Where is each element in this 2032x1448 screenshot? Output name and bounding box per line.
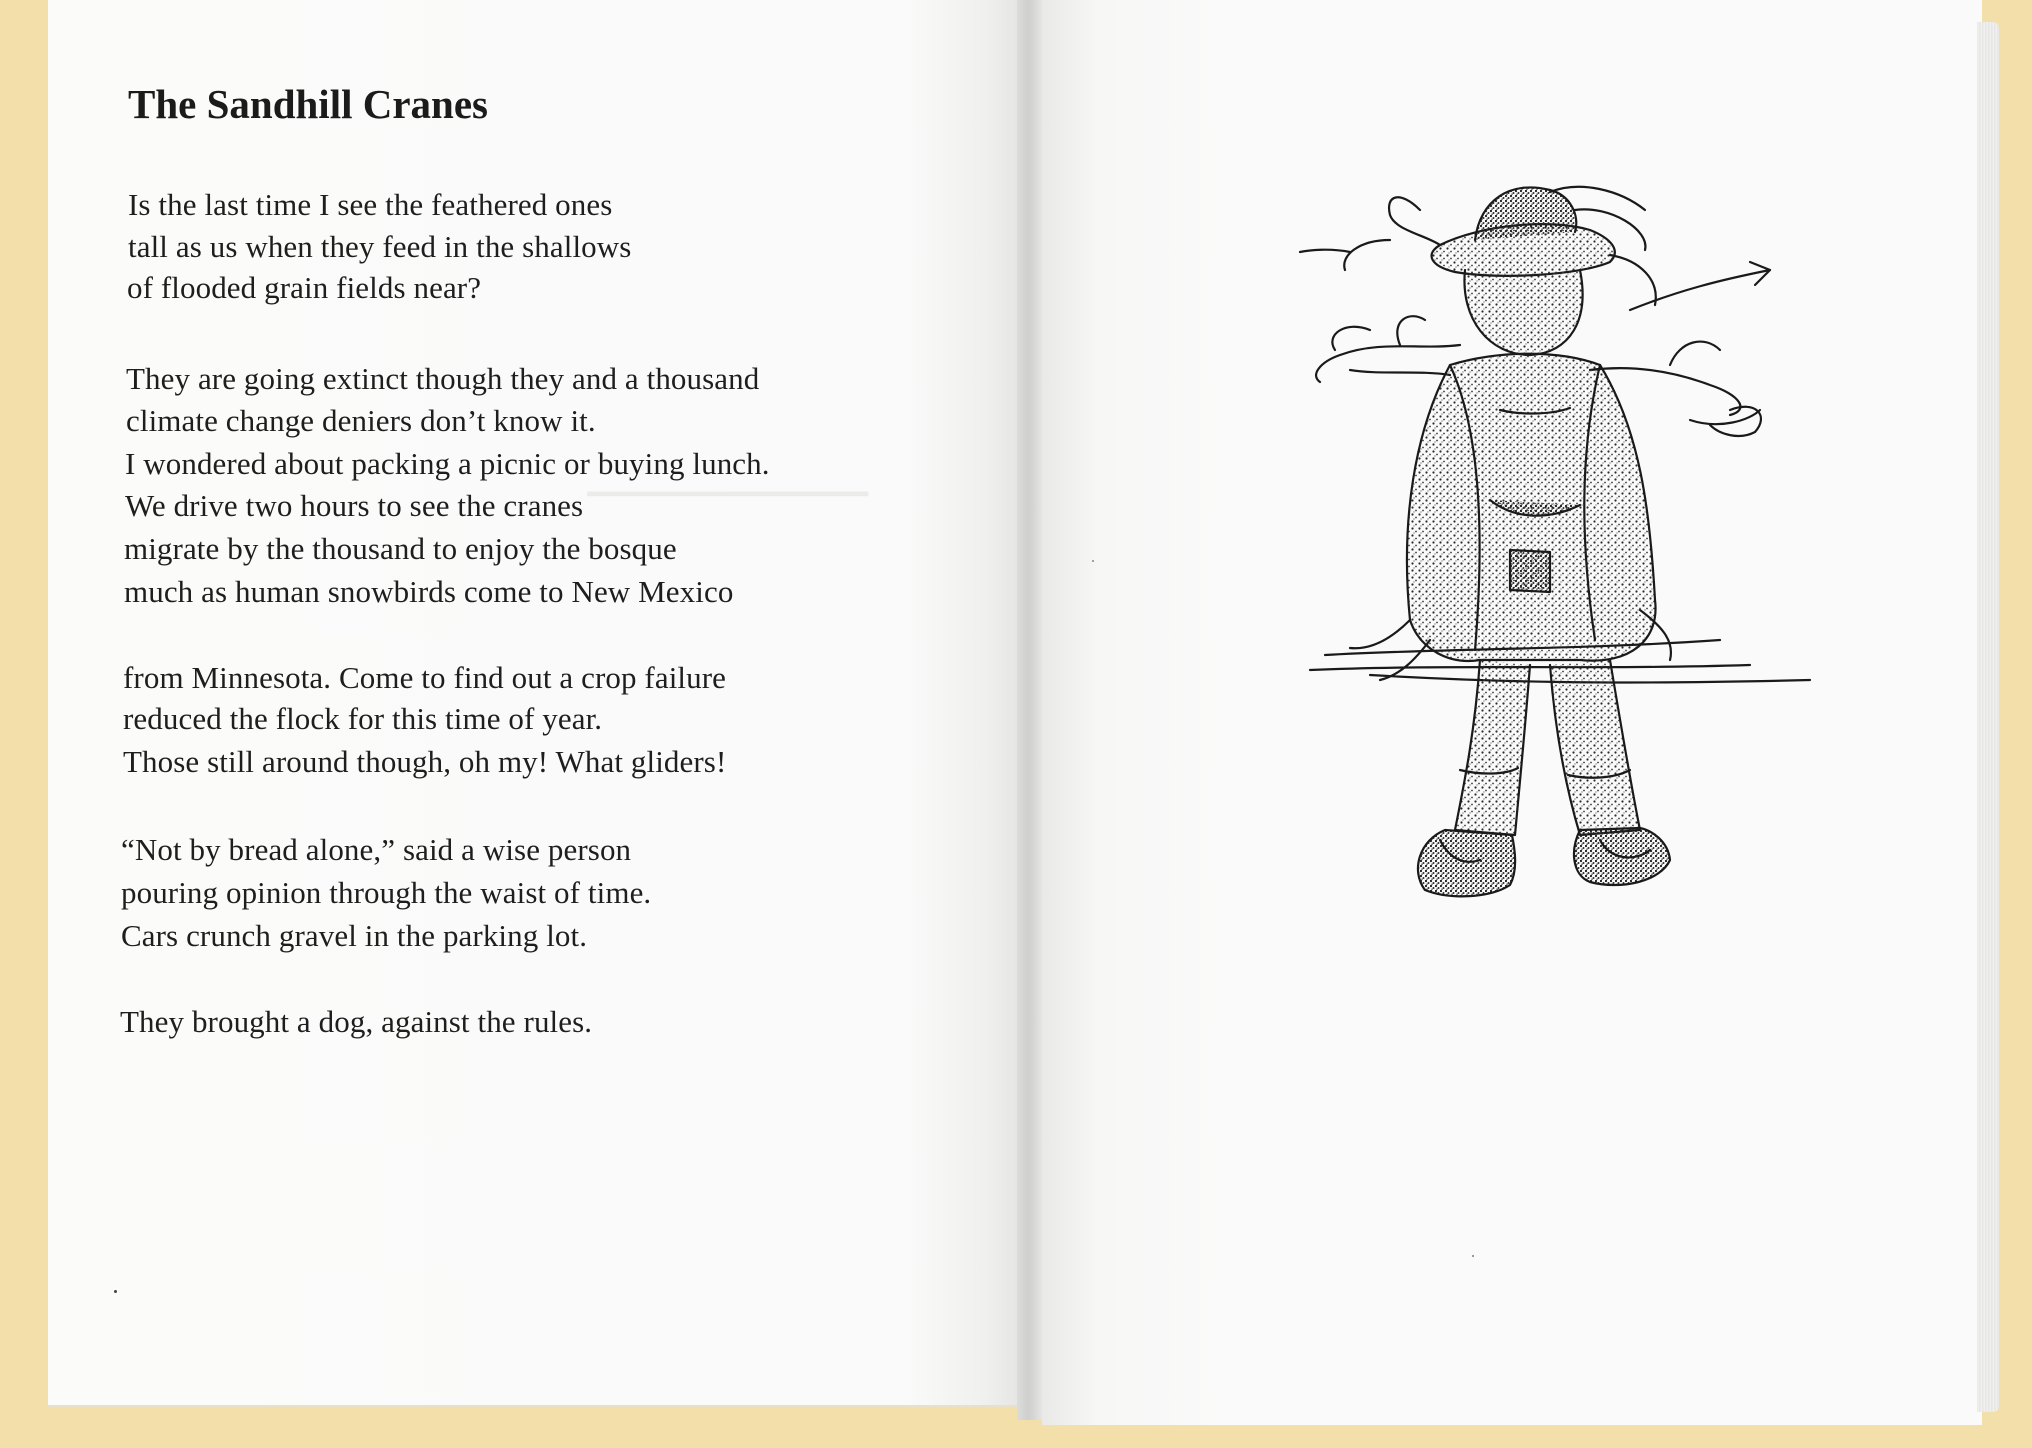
poem-line: migrate by the thousand to enjoy the bosque xyxy=(124,531,677,566)
poem-line: much as human snowbirds come to New Mexico xyxy=(124,574,734,609)
page-edges xyxy=(1977,22,1999,1412)
poem-line: We drive two hours to see the cranes xyxy=(125,488,584,523)
poem-line: tall as us when they feed in the shallows xyxy=(128,229,632,264)
left-page xyxy=(48,0,1023,1405)
poem-line: from Minnesota. Come to find out a crop failure xyxy=(123,660,727,695)
paper-speck xyxy=(1092,560,1094,562)
scarecrow-drawing xyxy=(1250,170,1930,970)
poem-line: “Not by bread alone,” said a wise person xyxy=(121,832,632,867)
poem-line: They are going extinct though they and a thousand xyxy=(126,361,760,396)
poem-line: pouring opinion through the waist of time. xyxy=(121,875,652,910)
paper-speck xyxy=(114,1290,117,1293)
paper-speck xyxy=(1472,1255,1474,1257)
poem-line: of flooded grain fields near? xyxy=(127,270,482,305)
poem-line: Those still around though, oh my! What gliders! xyxy=(123,744,727,779)
poem-line: Is the last time I see the feathered ones xyxy=(128,187,613,222)
poem-line: climate change deniers don’t know it. xyxy=(126,403,596,438)
poem-line: Cars crunch gravel in the parking lot. xyxy=(121,918,588,953)
show-through-mark: ────── xyxy=(587,456,868,529)
book-gutter xyxy=(1017,0,1045,1420)
poem-line: They brought a dog, against the rules. xyxy=(120,1004,593,1039)
poem-line: reduced the flock for this time of year. xyxy=(123,701,603,736)
poem-line: I wondered about packing a picnic or buying lunch. xyxy=(125,446,770,481)
poem-title: The Sandhill Cranes xyxy=(128,81,488,127)
